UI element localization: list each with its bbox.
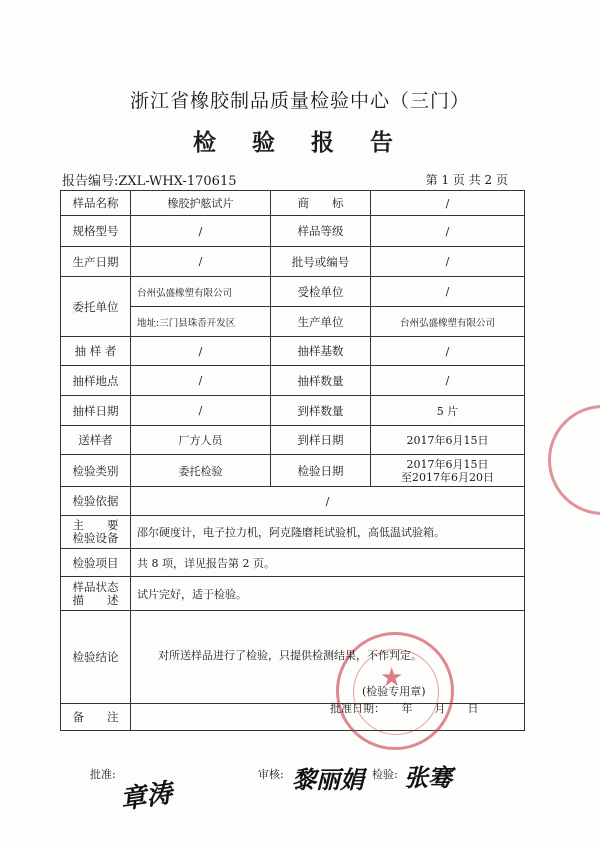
table-row [61, 549, 525, 577]
table-row [61, 337, 525, 366]
check-label: 检验: [372, 768, 398, 781]
report-number: 报告编号:ZXL-WHX-170615 [62, 174, 237, 189]
conclusion-text: 对所送样品进行了检验，只提供检测结果，不作判定。 [158, 649, 422, 662]
sample-date-value: / [131, 396, 271, 426]
equipment-label-line2: 检验设备 [72, 531, 119, 545]
review-label: 审核: [258, 768, 284, 781]
state-label-line2: 描 述 [72, 592, 119, 607]
producer-value: 台州弘盛橡塑有限公司 [371, 307, 525, 337]
table-row [61, 277, 525, 307]
state-label [61, 577, 131, 611]
type-value: 委托检验 [131, 455, 271, 487]
table-row [61, 516, 525, 549]
sender-label: 送样者 [61, 426, 131, 455]
review-signature: 黎丽娟 [292, 765, 364, 794]
table-row [61, 191, 525, 216]
address-value: 地址:三门县珠岙开发区 [131, 307, 271, 337]
producer-label: 生产单位 [271, 307, 371, 337]
table-row [61, 247, 525, 277]
basis-label: 检验依据 [61, 487, 131, 516]
approve-label: 批准: [90, 768, 116, 781]
sender-value: 厂方人员 [131, 426, 271, 455]
sample-name-value: 橡胶护舷试片 [131, 191, 271, 216]
table-row [61, 216, 525, 247]
base-label: 抽样基数 [271, 337, 371, 366]
table-row [61, 307, 525, 337]
prod-date-label: 生产日期 [61, 247, 131, 277]
sampler-label: 抽 样 者 [61, 337, 131, 366]
approve-signature: 章涛 [118, 778, 175, 816]
arrived-qty-value: 5 片 [371, 396, 525, 426]
spec-value: / [131, 216, 271, 247]
trademark-label: 商 标 [271, 191, 371, 216]
edge-seal-stamp [548, 405, 600, 515]
place-value: / [131, 366, 271, 396]
table-row [61, 577, 525, 611]
table-row [61, 487, 525, 516]
basis-value: / [131, 487, 525, 516]
inspected-value: / [371, 277, 525, 307]
state-value: 试片完好，适于检验。 [131, 577, 525, 611]
client-label: 委托单位 [61, 277, 131, 337]
org-title: 浙江省橡胶制品质量检验中心（三门） [129, 90, 470, 112]
table-row [61, 396, 525, 426]
table-row [61, 366, 525, 396]
type-label: 检验类别 [61, 455, 131, 487]
equipment-label-line1: 主 要 [72, 518, 119, 532]
qty-value: / [371, 366, 525, 396]
place-label: 抽样地点 [61, 366, 131, 396]
conclusion-seal-note: (检验专用章) [362, 685, 426, 698]
batch-value: / [371, 247, 525, 277]
trademark-value: / [371, 191, 525, 216]
equipment-label [61, 516, 131, 549]
check-signature: 张骞 [404, 763, 452, 792]
batch-label: 批号或编号 [271, 247, 371, 277]
client-value: 台州弘盛橡塑有限公司 [131, 277, 271, 307]
base-value: / [371, 337, 525, 366]
issue-date: 批准日期： 年 月 日 [330, 702, 479, 715]
spec-label: 规格型号 [61, 216, 131, 247]
test-date-value [371, 455, 525, 487]
grade-value: / [371, 216, 525, 247]
test-date-label: 检验日期 [271, 455, 371, 487]
equipment-value: 邵尔硬度计，电子拉力机，阿克隆磨耗试验机，高低温试验箱。 [131, 516, 525, 549]
conclusion-label: 检验结论 [61, 611, 131, 704]
page-number: 第 1 页 共 2 页 [425, 173, 508, 187]
inspected-label: 受检单位 [271, 277, 371, 307]
remark-label: 备 注 [61, 704, 131, 731]
grade-label: 样品等级 [271, 216, 371, 247]
prod-date-value: / [131, 247, 271, 277]
sample-date-label: 抽样日期 [61, 396, 131, 426]
sampler-value: / [131, 337, 271, 366]
seal-star-icon: ★ [380, 663, 404, 693]
items-label: 检验项目 [61, 549, 131, 577]
arrived-date-value: 2017年6月15日 [371, 426, 525, 455]
table-row [61, 455, 525, 487]
sample-name-label: 样品名称 [61, 191, 131, 216]
doc-title: 检 验 报 告 [192, 129, 408, 156]
test-date-end: 至2017年6月20日 [401, 470, 494, 484]
test-date-start: 2017年6月15日 [406, 457, 489, 471]
arrived-date-label: 到样日期 [271, 426, 371, 455]
qty-label: 抽样数量 [271, 366, 371, 396]
items-value: 共 8 项，详见报告第 2 页。 [131, 549, 525, 577]
state-label-line1: 样品状态 [72, 579, 119, 594]
table-row [61, 426, 525, 455]
arrived-qty-label: 到样数量 [271, 396, 371, 426]
